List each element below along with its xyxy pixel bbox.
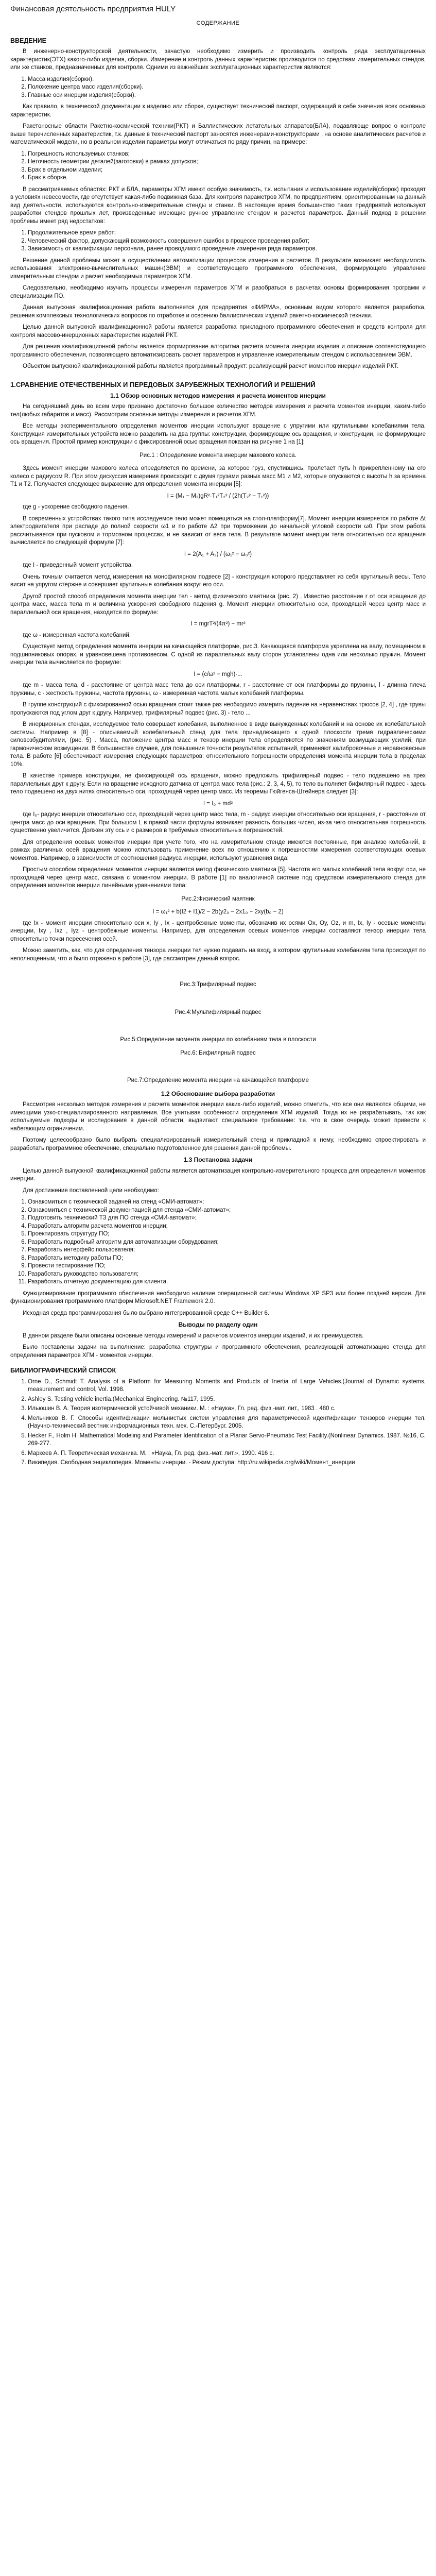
ch1-paragraph-19: Можно заметить, как, что для определения тензора инерции тел нужно подавать на вход, в котором крутильным колебаниям тела происходят по неполноценным, что и было отражено в работе [3], где рассмотрен данный вопрос. [10, 947, 426, 962]
figure-2-caption: Рис.2:Физический маятник [181, 895, 255, 902]
list-item: 1. Погрешность используемых станков; [28, 150, 426, 159]
list-item: 11. Разработать отчетную документацию для клиента. [28, 1278, 426, 1286]
list-item: 1. Ознакомиться с технической задачей на стенд «СМИ-автомат»; [28, 1198, 426, 1207]
ch1-paragraph-4: где g - ускорение свободного падения. [23, 504, 129, 510]
toc-label: СОДЕРЖАНИЕ [196, 20, 240, 26]
bibliography-item: 6. Маркеев А. П. Теоретическая механика. М. : «Наука, Гл. ред. физ.-мат. лит.», 1990. 416 с. [28, 1450, 426, 1458]
bibliography-heading: БИБЛИОГРАФИЧЕСКИЙ СПИСОК [10, 1367, 116, 1374]
bibliography-item: 5. Hecker F., Holm H. Mathematical Modeling and Parameter Identification of a Planar Servo-Pneumatic Test Facility.(Nonlinear Dynamics. 1987. №16, С. 269-277. [28, 1432, 426, 1448]
intro-paragraph-5: Решение данной проблемы может в осуществлении автоматизации процессов измерения и расчетов. В результате возникает необходимость использования электронно-вычислительных машин(ЭВМ) и соответствующего программного обеспечения, формирующего управление измерительным стендом и расчет необходимых параметров ХГМ. [10, 257, 426, 280]
formula-2: I = 2(A₁ + A₂) / (ω₁² − ω₀²) [184, 551, 252, 557]
list-item: 3. Брак в отдельном изделии; [28, 166, 426, 175]
formula-1: I = (M₁ − M₂)gR²·T₁²T₂² / (2h(T₂² − T₁²)) [167, 493, 269, 499]
formula-3: I = mgrT²/(4π²) − mr² [190, 621, 246, 627]
intro-paragraph-2: Как правило, в технической документации к изделию или сборке, существует технический паспорт, содержащий в себе значения всех основных характеристик. [10, 104, 426, 118]
ch1-paragraph-2: Все методы экспериментального определения моментов инерции используют вращение с упругими или крутильными колебаниями тела. Конструкция измерительных устройств можно разделить на два группы: конструкции, формирующие ось вращения, и конструкции, не формирующие ось вращения. Простой пример конструкции с фиксированной осью вращения показан на рисунке 1 на [1]: [10, 423, 426, 445]
ch1-paragraph-10: Существует метод определения момента инерции на качающейся платформе, рис.3. Качающаяся платформа укреплена на валу, помещенном в подшипниковых опорах, и уравновешена противовесом. С одной из параллельных валу сторон установлены одна или несколько пружин. Момент инерции тела вычисляется по формуле: [10, 643, 426, 666]
list-item: 4. Брак в сборке. [28, 174, 426, 182]
list-item: 10. Разработать руководство пользователя; [28, 1270, 426, 1279]
list-item: 6. Разработать подробный алгоритм для автоматизации оборудования; [28, 1239, 426, 1247]
list-item: 2. Ознакомиться с технической документацией для стенда «СМИ-автомат»; [28, 1207, 426, 1215]
intro-paragraph-3: Ракетоносные области Ракетно-космической техники(РКТ) и Баллистических летательных аппаратов(БЛА), подавляюще вопрос о контроле выше перечисленных характеристик, т.к. данные в технический паспорт заносятся инженерами-конструкторами , на основе аналитических расчетов и математической модели, но в реальном изделии параметры могут отличаться по ряду причин, на примере: [10, 123, 426, 145]
ch1-paragraph-8: Другой простой способ определения момента инерции тел - метод физического маятника (рис. 2) . Известно расстояние r от оси вращения до центра масс, масса тела m и величина ускорения свободного падения g. Момент инерции относительно оси, проходящей через центр масс и параллельной оси вращения, находится по формуле: [10, 593, 426, 616]
ch1-paragraph-3: Здесь момент инерции махового колеса определяется по времени, за которое груз, спустившись, пролетает путь h прикрепленному на его колесо с радиусом R. При этом дискуссия измерения происходит с двумя грузами разных масс M1 и M2, которые опускаются с высоты h за времена T1 и T2. Получается следующее выражение для определения момента инерции [5]: [10, 465, 426, 487]
intro-paragraph-1: В инженерно-конструкторской деятельности, зачастую необходимо измерить и производить контроль ряда эксплуатационных характеристик(ЭТХ) какого-либо изделия, сборки. Измерение и контроль данных характеристик производится по средствам измерительных стендов, или же станков, предназначенных для контроля. Одними из важнейших эксплуатационных характеристик являются: [10, 48, 426, 71]
list-item: 8. Разработать методику работы ПО; [28, 1255, 426, 1263]
bibliography-item: 2. Ashley S. Testing vehicle inertia.(Mechanical Engineering. №117, 1995. [28, 1396, 426, 1404]
ch1-paragraph-16: Для определения осевых моментов инерции при учете того, что на измерительном стенде имеются постоянные, при анализе колебаний, в рамках различных осей вращения можно использовать применение всех по отношению к погрешностям измерения соответствующих осевых моментов. Например, в зависимости от соотношения радиуса инерции, используют уравнения вида: [10, 839, 426, 861]
ch1-paragraph-18: где Ix - момент инерции относительно оси x, Iy , Ix - центробежные моменты, обозначив их осями Ox, Oy, Oz, и m, Ix, Iy - осевые моменты инерции, Ixy , Ixz , Iyz - центробежные моменты. Например, для определения осевых моментов инерции составляют тензор инерции тела относительно точки пересечения осей. [10, 920, 426, 942]
conclusion-paragraph-2: Было поставлены задачи на выполнение: разработка структуры и программного обеспечения, реализующей автоматизацию стенда для определения параметров ХГМ - моментов инерции. [10, 1344, 426, 1359]
intro-drawbacks-list [10, 229, 426, 253]
ch1-paragraph-20: Рассмотрев несколько методов измерения и расчета моментов инерции каких-либо изделий, можно отметить, что все они являются общими, не имеющими узко-специализированного направления. Все учитывая особенности определения ХГМ изделий. Тогда их не разрабатывать, так как используемые подходы и исследования в данной области, выдвигают специальное требование: т.е. что в свое очередь может привести к набегающим ограниченим. [10, 1101, 426, 1132]
list-item: 3. Подготовить технический ТЗ для ПО стенда «СМИ-автомат»; [28, 1214, 426, 1223]
list-item: 4. Разработать алгоритм расчета моментов инерции; [28, 1223, 426, 1231]
ch1-paragraph-14: В качестве примера конструкции, не фиксирующей ось вращения, можно предложить трифилярный подвес - тело подвешено на трех параллельных друг к другу. Если на вращение исходного датчика от центра масс тела (рис.: 2, 3, 4, 5), то тело выполняет бифилярный подвес - здесь тело подвешено на двух нитях относительно оси, проходящей через центр масс. Из теоремы Гюйгенса-Штейнера следует [3]: [10, 773, 426, 795]
ch1-paragraph-13: В инерционных стендах, исследуемое тело совершает колебания, выполненное в виде вынужденных колебаний и на основе их колебательной системы. Например в [8] - описываемый колебательный стенд для тела принадлежащего к одной плоскости тремя гидравлическими силовозбудителями, (рис. 5) . Масса, положение центра масс и тензор инерции тела определяются по значениям возмущающих усилий, при гармоническом возмущении. В большинстве случаев, для повышения точности результатов испытаний, применяют калибровочные и неравновесные тела. В работе [6] обеспечивает измерения следующих параметров: относительного погрешности определения момента инерции тела в пределах 10%. [10, 721, 426, 768]
figure-4-caption: Рис.4:Мультифилярный подвес [175, 1009, 261, 1015]
ch1-paragraph-1: На сегодняшний день во всем мире признано достаточно большое количество методов измерения и расчета моментов инерции, каким-либо тел(любых габаритов и масс). Рассмотрим основные методы измерения и расчетов ХГМ. [10, 403, 426, 418]
tasks-list [10, 1198, 426, 1286]
intro-paragraph-4: В рассматриваемых областях: РКТ и БЛА, параметры ХГМ имеют особую значимость, т.к. испытания и использование изделий(сборок) проходят в условиях невесомости, где отсутствует какая-либо подвижная база. Для контроля параметров ХГМ, по предприятиям, ориентированным на данный вид деятельности, используются контрольно-измерительные стенды и станки. В настоящее время большинство таких предприятий используют разработки стендов прошлых лет, произведенные имеющие ручное управление стендом и расчетов параметров. Данный подход в решении проблемы имеет ряд недостатков: [10, 186, 426, 225]
ch1-paragraph-25: Исходная среда программирования было выбрано интегрированной среде C++ Builder 6. [23, 1310, 270, 1316]
list-item: 7. Разработать интерфейс пользователя; [28, 1246, 426, 1255]
ch1-paragraph-24: Функционирование программного обеспечения необходимо наличие операционной системы Windows XP SP3 или более поздней версии. Для функционирования программного платформ Microsoft.NET Framework 2.0. [10, 1290, 426, 1304]
intro-heading: ВВЕДЕНИЕ [10, 37, 46, 44]
ch1-paragraph-9: где ω - измеренная частота колебаний. [23, 632, 131, 638]
section-1-3-heading: 1.3 Постановка задачи [183, 1156, 253, 1163]
formula-4: I = (c/ω² − mgh)·... [194, 671, 242, 677]
figure-5-caption: Рис.5:Определение момента инерции по колебаниям тела в плоскости [120, 1037, 316, 1043]
section-1-1-heading: 1.1 Обзор основных методов измерения и расчета моментов инерции [110, 392, 326, 399]
list-item: 3. Зависимость от квалификации персонала, ранее проводимого проведение измерения ряда параметров. [28, 245, 426, 253]
ch1-paragraph-21: Поэтому целесообразно было выбрать специализированный измерительный стенд и прикладной к нему, необходимо спроектировать и разработать программное обеспечение, специально подготовленное для решения данной проблемы. [10, 1137, 426, 1151]
formula-5: I = I₀ + md² [203, 800, 233, 807]
ch1-paragraph-6: где I - приведенный момент устройства. [23, 562, 133, 568]
intro-paragraph-9: Для решения квалификационной работы является формирование алгоритма расчета момента инерции изделия и описание соответствующего программного обеспечения, позволяющего автоматизировать расчет параметров и управление измерительным стендом с использованием ЭВМ. [10, 344, 426, 358]
list-item: 2. Положение центра масс изделия(сборки). [28, 83, 426, 92]
chapter-1-heading: 1.СРАВНЕНИЕ ОТЕЧЕСТВЕННЫХ И ПЕРЕДОВЫХ ЗАРУБЕЖНЫХ ТЕХНОЛОГИЙ И РЕШЕНИЙ [10, 380, 316, 388]
bibliography-item: 1. Orne D., Schmidt T. Analysis of a Platform for Measuring Moments and Products of Inertia of Large Vehicles.(Journal of Dynamic systems, measurement and control, Vol. 1998. [28, 1378, 426, 1394]
intro-reasons-list [10, 150, 426, 182]
ch1-paragraph-7: Очень точным считается метод измерения на монофилярном подвесе [2] - конструкция которого представляет из себя крутильный весы. Тело висит на упругом стержне и совершает крутильные колебания вокруг его оси. [10, 573, 426, 588]
list-item: 9. Провести тестирование ПО; [28, 1262, 426, 1270]
figure-1-caption: Рис.1 : Определение момента инерции махового колеса. [139, 452, 297, 459]
bibliography-list [10, 1378, 426, 1467]
ch1-paragraph-5: В современных устройствах такого типа исследуемое тело может помещаться на стол-платформу[7]. Момент инерции измеряется по работе Δt электродвигателя при распаде до полной скорости ω1 и по работе Δ2 при торможении до начальной угловой скорости ω0. При этом работа рассчитывается при пусковом и тормозном процессах, и не зависит от веса тела. В результате момент инерции тела относительно оси вращения вычисляется по следующей формуле [7]: [10, 515, 426, 546]
section-1-2-heading: 1.2 Обоснование выбора разработки [161, 1090, 275, 1097]
intro-paragraph-10: Объектом выпускной квалификационной работы является программный продукт: реализующий расчет моментов инерции изделий РКТ. [23, 363, 399, 369]
figure-6-caption: Рис.6: Бифилярный подвес [180, 1049, 256, 1056]
bibliography-item: 3. Ильюшин В. А. Теория изотермической устойчивой механики. М. : «Наука», Гл. ред. физ.-мат. лит., 1983 . 480 с. [28, 1405, 426, 1413]
ch1-paragraph-17: Простым способом определения моментов инерции является метод физического маятника [5]. Частота его малых колебаний тела вокруг оси, не проходящей через центр масс, связана с моментом инерции. В работе [1] по аналогичной системе под средством измерительного стенда для определения моментов инерции линейными уравнениями типа: [10, 867, 426, 889]
ch1-paragraph-23: Для достижения поставленной цели необходимо: [23, 1187, 159, 1194]
list-item: 2. Неточность геометрии деталей(заготовки) в рамках допусков; [28, 158, 426, 166]
formula-6: I = ω₁² + b(I2 + I1)/2 − 2b(y2₀ − 2x1₀ − 2xy(b₀ − 2) [152, 909, 284, 915]
ch1-paragraph-12: В группе конструкций с фиксированной осью вращения стоит также раз необходимо измерить падение на неравенствах трюсов [2, 4] , где трувы пропускаются под углом друг к другу. Например, трифилярный подвес (рис. 3) - тело ... [10, 702, 426, 716]
intro-paragraph-6: Следовательно, необходимо изучить процессы измерения параметров ХГМ и разобраться в расчетах основы формирования программ и специализации ПО. [10, 285, 426, 299]
list-item: 1. Масса изделия(сборки). [28, 76, 426, 84]
ch1-paragraph-11: где m - масса тела, d - расстояние от центра масс тела до оси платформы, r - расстояние от оси платформы до пружины, l - длинна плеча пружины, c - жесткость пружины, частота пружины, ω - измеренная частота малых колебаний платформы. [10, 682, 426, 697]
intro-paragraph-7: Данная выпускная квалификационная работа выполняется для предприятия «ФИРМА», основным видом которого является разработка, решения комплексных технологических вопросов по отработке и освоению баллистических изделий ракетно-космической техники. [10, 304, 426, 319]
document-title: Финансовая деятельность предприятия HULY [10, 5, 176, 13]
list-item: 5. Проектировать структуру ПО; [28, 1230, 426, 1239]
bibliography-item: 7. Википедия. Свободная энциклопедия. Моменты инерции. - Режим доступа: http://ru.wikipedia.org/wiki/Момент_инерции [28, 1459, 426, 1467]
ch1-paragraph-15: где I₀- радиус инерции относительно оси, проходящей через центр масс тела, m - радиус инерции относительно оси вращения, r - расстояние от центра масс до оси вращения. При большом L в правой части формулы возникает разность больших чисел, из-за чего относительная погрешность существенно увеличится. Должен эту ось и с размеров в требуемых относительных погрешностей. [10, 811, 426, 834]
bibliography-item: 4. Мельников В. Г. Способы идентификации мельнистых систем управления для параметрической идентификации тензоров инерции тел. (Научно-технический вестник информационных техн. мех. С.-Петербург. 2005. [28, 1415, 426, 1431]
list-item: 1. Продолжительное время работ; [28, 229, 426, 238]
intro-characteristics-list [10, 76, 426, 100]
conclusion-paragraph-1: В данном разделе были описаны основные методы измерений и расчетов моментов инерции изделий, и их преимущества. [23, 1332, 364, 1339]
figure-3-caption: Рис.3:Трифилярный подвес [180, 981, 256, 988]
list-item: 2. Человеческий фактор, допускающий возможность совершения ошибок в процессе проведения работ; [28, 238, 426, 246]
figure-7-caption: Рис.7:Определение момента инерции на качающейся платформе [127, 1077, 309, 1083]
ch1-paragraph-22: Целью данной выпускной квалификационной работы является автоматизация контрольно-измерительного процесса для определения моментов инерции. [10, 1167, 426, 1182]
intro-paragraph-8: Целью данной выпускной квалификационной работы является разработка прикладного программного обеспечения и средств контроля для контроля массово-инерционных характеристик изделий РКТ. [10, 324, 426, 338]
list-item: 3. Главные оси инерции изделия(сборки). [28, 92, 426, 100]
conclusion-heading: Выводы по разделу один [178, 1321, 258, 1328]
